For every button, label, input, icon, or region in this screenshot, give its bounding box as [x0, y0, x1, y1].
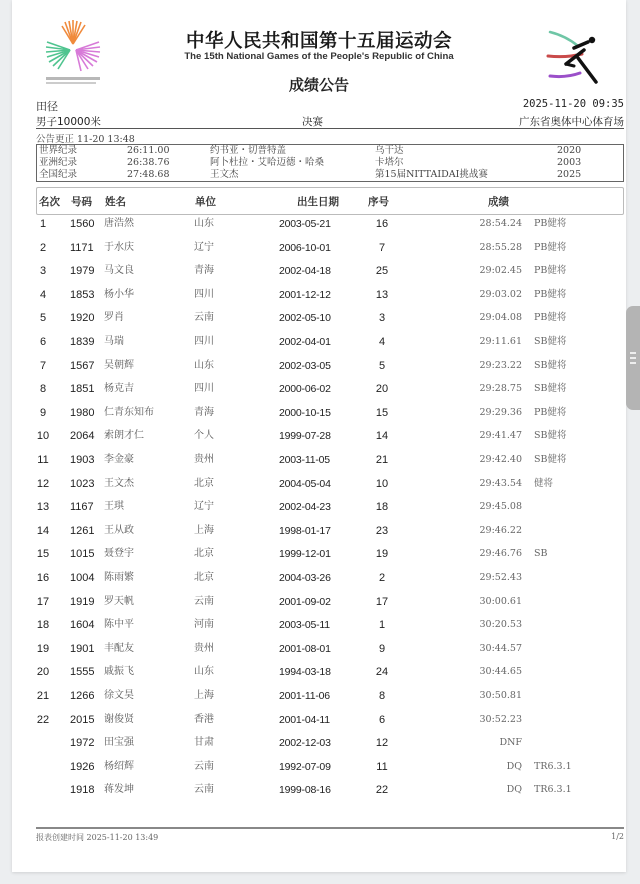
bib-cell: 1171 — [70, 241, 94, 254]
result-cell: 29:43.54 — [479, 477, 522, 489]
result-cell: DQ — [506, 760, 522, 772]
bib-cell: 1604 — [70, 619, 95, 632]
unit-cell: 云南 — [194, 784, 214, 796]
unit-cell: 甘肃 — [194, 737, 214, 749]
athlete-name: 唐浩然 — [104, 218, 134, 229]
record-row-world — [37, 145, 623, 157]
table-row — [12, 592, 626, 612]
athlete-name: 索朗才仁 — [104, 430, 144, 442]
table-row — [12, 710, 626, 730]
bib-cell: 1261 — [70, 524, 95, 537]
header-rank: 名次 — [39, 196, 60, 208]
table-row — [12, 379, 626, 399]
result-cell: 29:46.76 — [479, 548, 522, 560]
order-cell: 16 — [375, 218, 389, 230]
record-place: 第15届NITTAIDAI挑战赛 — [375, 169, 488, 180]
athlete-name: 罗肖 — [104, 312, 124, 324]
order-cell: 18 — [375, 501, 389, 514]
page-number: 1/2 — [611, 832, 624, 841]
bib-cell: 1903 — [70, 454, 95, 466]
header-seq: 序号 — [368, 196, 389, 208]
unit-cell: 北京 — [194, 572, 214, 583]
result-cell: 28:54.24 — [479, 218, 522, 229]
birth-date: 2002-05-10 — [279, 312, 331, 325]
unit-cell: 云南 — [194, 760, 214, 772]
result-cell: 29:45.08 — [479, 501, 522, 513]
result-cell: 29:04.08 — [479, 312, 522, 324]
table-row — [12, 474, 626, 494]
side-scroll-handle[interactable] — [626, 306, 640, 410]
rank-cell: 20 — [36, 666, 50, 679]
results-page — [12, 0, 626, 872]
unit-cell: 四川 — [194, 288, 214, 300]
rank-cell: 6 — [39, 336, 47, 348]
birth-date: 2004-05-04 — [279, 477, 331, 490]
result-cell: 29:11.61 — [479, 336, 522, 347]
birth-date: 1999-08-16 — [279, 784, 331, 797]
header-name: 姓名 — [105, 196, 126, 208]
table-row — [12, 332, 626, 352]
games-title-cn: 中华人民共和国第十五届运动会 — [185, 31, 452, 52]
order-cell: 2 — [378, 572, 386, 584]
athlete-name: 陈雨繁 — [104, 572, 134, 583]
order-cell: 15 — [375, 406, 389, 419]
rank-cell: 12 — [36, 477, 50, 490]
result-cell: 29:02.45 — [479, 265, 522, 277]
birth-date: 2002-12-03 — [279, 737, 331, 750]
remark-cell: TR6.3.1 — [534, 784, 572, 796]
order-cell: 10 — [375, 477, 389, 490]
birth-date: 2003-05-21 — [279, 218, 331, 230]
order-cell: 25 — [375, 265, 389, 278]
birth-date: 2001-09-02 — [279, 595, 331, 608]
report-datetime: 2025-11-20 09:35 — [522, 98, 624, 110]
record-holder: 王文杰 — [210, 169, 239, 180]
remark-cell: SB健将 — [534, 359, 567, 371]
bib-cell: 1926 — [70, 760, 95, 773]
birth-date: 2002-04-01 — [279, 336, 331, 348]
order-cell: 20 — [375, 383, 389, 396]
result-cell: 30:44.65 — [479, 666, 522, 678]
order-cell: 19 — [375, 548, 389, 561]
order-cell: 13 — [375, 288, 389, 301]
result-cell: 29:03.02 — [479, 288, 522, 300]
bib-cell: 1167 — [70, 501, 94, 514]
athlete-name: 戚振飞 — [104, 666, 134, 678]
remark-cell: SB健将 — [534, 336, 567, 347]
order-cell: 12 — [375, 737, 389, 750]
remark-cell: PB健将 — [534, 288, 567, 300]
result-cell: DQ — [506, 784, 522, 796]
unit-cell: 贵州 — [194, 642, 214, 654]
bib-cell: 1918 — [70, 784, 95, 797]
birth-date: 2006-10-01 — [279, 241, 331, 254]
footer-divider — [36, 827, 624, 829]
result-cell: 29:46.22 — [479, 524, 522, 536]
athlete-name: 蒋发坤 — [104, 784, 134, 796]
record-row-national — [37, 169, 623, 181]
result-cell: 30:50.81 — [479, 690, 522, 701]
table-row — [12, 733, 626, 753]
order-cell: 23 — [375, 524, 389, 537]
bib-cell: 1839 — [70, 336, 95, 348]
table-row — [12, 544, 626, 564]
unit-cell: 山东 — [194, 666, 214, 678]
unit-cell: 个人 — [194, 430, 214, 442]
result-cell: 30:52.23 — [479, 713, 522, 725]
unit-cell: 河南 — [194, 619, 214, 631]
birth-date: 1998-01-17 — [279, 524, 331, 537]
bib-cell: 1555 — [70, 666, 95, 679]
athlete-name: 马瑞 — [104, 336, 124, 347]
birth-date: 1999-07-28 — [279, 430, 331, 443]
birth-date: 2001-08-01 — [279, 642, 331, 655]
athlete-name: 杨克吉 — [104, 383, 134, 395]
result-cell: 29:28.75 — [479, 383, 522, 395]
remark-cell: SB健将 — [534, 430, 567, 442]
athlete-name: 吴朝辉 — [104, 359, 134, 371]
remark-cell: 健将 — [534, 477, 554, 489]
bib-cell: 1851 — [70, 383, 95, 396]
table-row — [12, 261, 626, 281]
birth-date: 1999-12-01 — [279, 548, 331, 561]
athlete-name: 罗天帆 — [104, 595, 134, 607]
rank-cell: 3 — [39, 265, 47, 278]
table-row — [12, 757, 626, 777]
bib-cell: 1567 — [70, 359, 95, 372]
report-created-time: 报表创建时间 2025-11-20 13:49 — [36, 833, 159, 842]
bib-cell: 1004 — [70, 572, 95, 584]
order-cell: 11 — [376, 760, 388, 773]
bib-cell: 2064 — [70, 430, 95, 443]
result-cell: 30:00.61 — [479, 595, 522, 607]
order-cell: 14 — [375, 430, 389, 443]
birth-date: 2001-12-12 — [279, 288, 331, 301]
record-mark: 27:48.68 — [127, 169, 170, 180]
bib-cell: 2015 — [70, 713, 95, 726]
unit-cell: 青海 — [194, 406, 214, 418]
rank-cell: 16 — [36, 572, 50, 584]
athlete-name: 田宝强 — [104, 737, 134, 749]
unit-cell: 香港 — [194, 713, 214, 725]
order-cell: 24 — [375, 666, 389, 679]
document-title: 成绩公告 — [288, 76, 349, 94]
birth-date: 1994-03-18 — [279, 666, 331, 679]
rank-cell: 10 — [36, 430, 50, 443]
birth-date: 2002-04-18 — [279, 265, 331, 278]
record-year: 2020 — [557, 145, 582, 156]
table-row — [12, 662, 626, 682]
order-cell: 1 — [378, 619, 386, 632]
bib-cell: 1266 — [70, 690, 95, 702]
unit-cell: 四川 — [194, 336, 214, 347]
athlete-name: 徐文昊 — [104, 690, 134, 701]
athlete-name: 杨绍辉 — [104, 760, 134, 772]
table-row — [12, 497, 626, 517]
remark-cell: PB健将 — [534, 265, 567, 277]
bib-cell: 1560 — [70, 218, 95, 230]
bib-cell: 1015 — [70, 548, 95, 561]
unit-cell: 上海 — [194, 690, 214, 701]
record-year: 2025 — [557, 169, 582, 180]
athlete-name: 王文杰 — [104, 477, 134, 489]
birth-date: 2003-11-05 — [279, 454, 330, 466]
record-holder: 约书亚・切普特盖 — [210, 145, 287, 156]
bib-cell: 1919 — [70, 595, 95, 608]
table-row — [12, 356, 626, 376]
remark-cell: PB健将 — [534, 241, 567, 253]
result-cell: 30:44.57 — [479, 642, 522, 654]
bib-cell: 1979 — [70, 265, 95, 278]
record-place: 卡塔尔 — [375, 157, 404, 168]
birth-date: 2002-03-05 — [279, 359, 331, 372]
order-cell: 21 — [375, 454, 389, 466]
record-year: 2003 — [557, 157, 582, 168]
birth-date: 2001-11-06 — [279, 690, 330, 702]
table-row — [12, 615, 626, 635]
table-row — [12, 285, 626, 305]
remark-cell: SB — [534, 548, 548, 560]
record-row-asia — [37, 157, 623, 169]
remark-cell: PB健将 — [534, 218, 567, 229]
unit-cell: 山东 — [194, 359, 214, 371]
rank-cell: 9 — [39, 406, 47, 419]
record-mark: 26:38.76 — [127, 157, 170, 168]
table-row — [12, 214, 626, 234]
records-box — [36, 144, 624, 182]
remark-cell: PB健将 — [534, 406, 567, 418]
bib-cell: 1901 — [70, 642, 95, 655]
round-name: 决赛 — [302, 116, 323, 128]
result-cell: 29:23.22 — [479, 359, 522, 371]
rank-cell: 14 — [36, 524, 50, 537]
unit-cell: 上海 — [194, 524, 214, 536]
athlete-name: 王从政 — [104, 524, 134, 536]
rank-cell: 19 — [36, 642, 50, 655]
bib-cell: 1980 — [70, 406, 95, 419]
record-type: 世界纪录 — [39, 145, 78, 156]
athlete-name: 丰配友 — [104, 642, 134, 654]
remark-cell: PB健将 — [534, 312, 567, 324]
rank-cell: 13 — [36, 501, 50, 514]
table-row — [12, 403, 626, 423]
results-table-header — [36, 187, 624, 215]
unit-cell: 四川 — [194, 383, 214, 395]
order-cell: 9 — [378, 642, 386, 655]
record-holder: 阿卜杜拉・艾哈迈德・哈桑 — [210, 157, 325, 168]
remark-cell: TR6.3.1 — [534, 760, 572, 772]
sport-label: 田径 — [36, 100, 58, 113]
event-name: 男子10000米 — [36, 116, 101, 128]
rank-cell: 5 — [39, 312, 47, 325]
order-cell: 22 — [375, 784, 389, 797]
birth-date: 2002-04-23 — [279, 501, 331, 514]
order-cell: 8 — [378, 690, 386, 702]
result-cell: 29:42.40 — [479, 454, 522, 465]
athlete-name: 杨小华 — [104, 288, 134, 300]
athlete-name: 王琪 — [104, 501, 124, 513]
athlete-name: 于水庆 — [104, 241, 134, 253]
rank-cell: 7 — [39, 359, 47, 372]
table-row — [12, 568, 626, 588]
unit-cell: 山东 — [194, 218, 214, 229]
table-row — [12, 238, 626, 258]
record-mark: 26:11.00 — [127, 145, 170, 156]
athlete-name: 陈中平 — [104, 619, 134, 631]
header-bib: 号码 — [71, 196, 92, 208]
record-type: 亚洲纪录 — [39, 157, 78, 168]
athlete-name: 谢俊贤 — [104, 713, 134, 725]
unit-cell: 辽宁 — [194, 501, 214, 513]
remark-cell: SB健将 — [534, 454, 567, 465]
result-cell: 29:41.47 — [479, 430, 522, 442]
result-cell: 28:55.28 — [479, 241, 522, 253]
header-result: 成绩 — [488, 196, 509, 208]
order-cell: 6 — [378, 713, 386, 726]
rank-cell: 11 — [37, 454, 49, 466]
unit-cell: 贵州 — [194, 454, 214, 465]
rank-cell: 15 — [36, 548, 50, 561]
bib-cell: 1853 — [70, 288, 95, 301]
order-cell: 7 — [378, 241, 386, 254]
unit-cell: 青海 — [194, 265, 214, 277]
athlete-name: 仁青东知布 — [104, 406, 154, 418]
table-row — [12, 308, 626, 328]
rank-cell: 18 — [36, 619, 50, 632]
bib-cell: 1920 — [70, 312, 95, 325]
rank-cell: 22 — [36, 713, 50, 726]
unit-cell: 辽宁 — [194, 241, 214, 253]
birth-date: 2003-05-11 — [279, 619, 330, 632]
rank-cell: 21 — [36, 690, 50, 702]
table-row — [12, 639, 626, 659]
table-row — [12, 521, 626, 541]
result-cell: 30:20.53 — [479, 619, 522, 631]
venue-name: 广东省奥体中心体育场 — [519, 116, 624, 128]
table-row — [12, 686, 626, 706]
unit-cell: 北京 — [194, 548, 214, 560]
result-cell: 29:29.36 — [479, 406, 522, 418]
order-cell: 17 — [375, 595, 389, 608]
bib-cell: 1972 — [70, 737, 95, 750]
order-cell: 3 — [378, 312, 386, 325]
record-place: 乌干达 — [375, 145, 404, 156]
bib-cell: 1023 — [70, 477, 95, 490]
order-cell: 5 — [378, 359, 386, 372]
result-cell: DNF — [499, 737, 522, 749]
unit-cell: 北京 — [194, 477, 214, 489]
order-cell: 4 — [378, 336, 386, 348]
correction-notice: 公告更正 11-20 13:48 — [36, 134, 135, 145]
rank-cell: 4 — [39, 288, 47, 301]
birth-date: 2000-06-02 — [279, 383, 331, 396]
header-dob: 出生日期 — [297, 196, 339, 208]
rank-cell: 8 — [39, 383, 47, 396]
unit-cell: 云南 — [194, 312, 214, 324]
athlete-name: 李金豪 — [104, 454, 134, 465]
remark-cell: SB健将 — [534, 383, 567, 395]
unit-cell: 云南 — [194, 595, 214, 607]
games-title-en: The 15th National Games of the People's Republic of China — [184, 51, 454, 62]
header-divider — [36, 128, 624, 129]
rank-cell: 1 — [39, 218, 47, 230]
birth-date: 2001-04-11 — [279, 713, 330, 726]
record-type: 全国纪录 — [39, 169, 78, 180]
table-row — [12, 426, 626, 446]
birth-date: 2004-03-26 — [279, 572, 331, 584]
rank-cell: 17 — [36, 595, 50, 608]
result-cell: 29:52.43 — [479, 572, 522, 583]
athlete-name: 聂登宇 — [104, 548, 134, 560]
athlete-name: 马文良 — [104, 265, 134, 277]
table-row — [12, 450, 626, 470]
table-row — [12, 780, 626, 800]
birth-date: 2000-10-15 — [279, 406, 331, 419]
birth-date: 1992-07-09 — [279, 760, 331, 773]
rank-cell: 2 — [39, 241, 47, 254]
header-unit: 单位 — [195, 196, 216, 208]
